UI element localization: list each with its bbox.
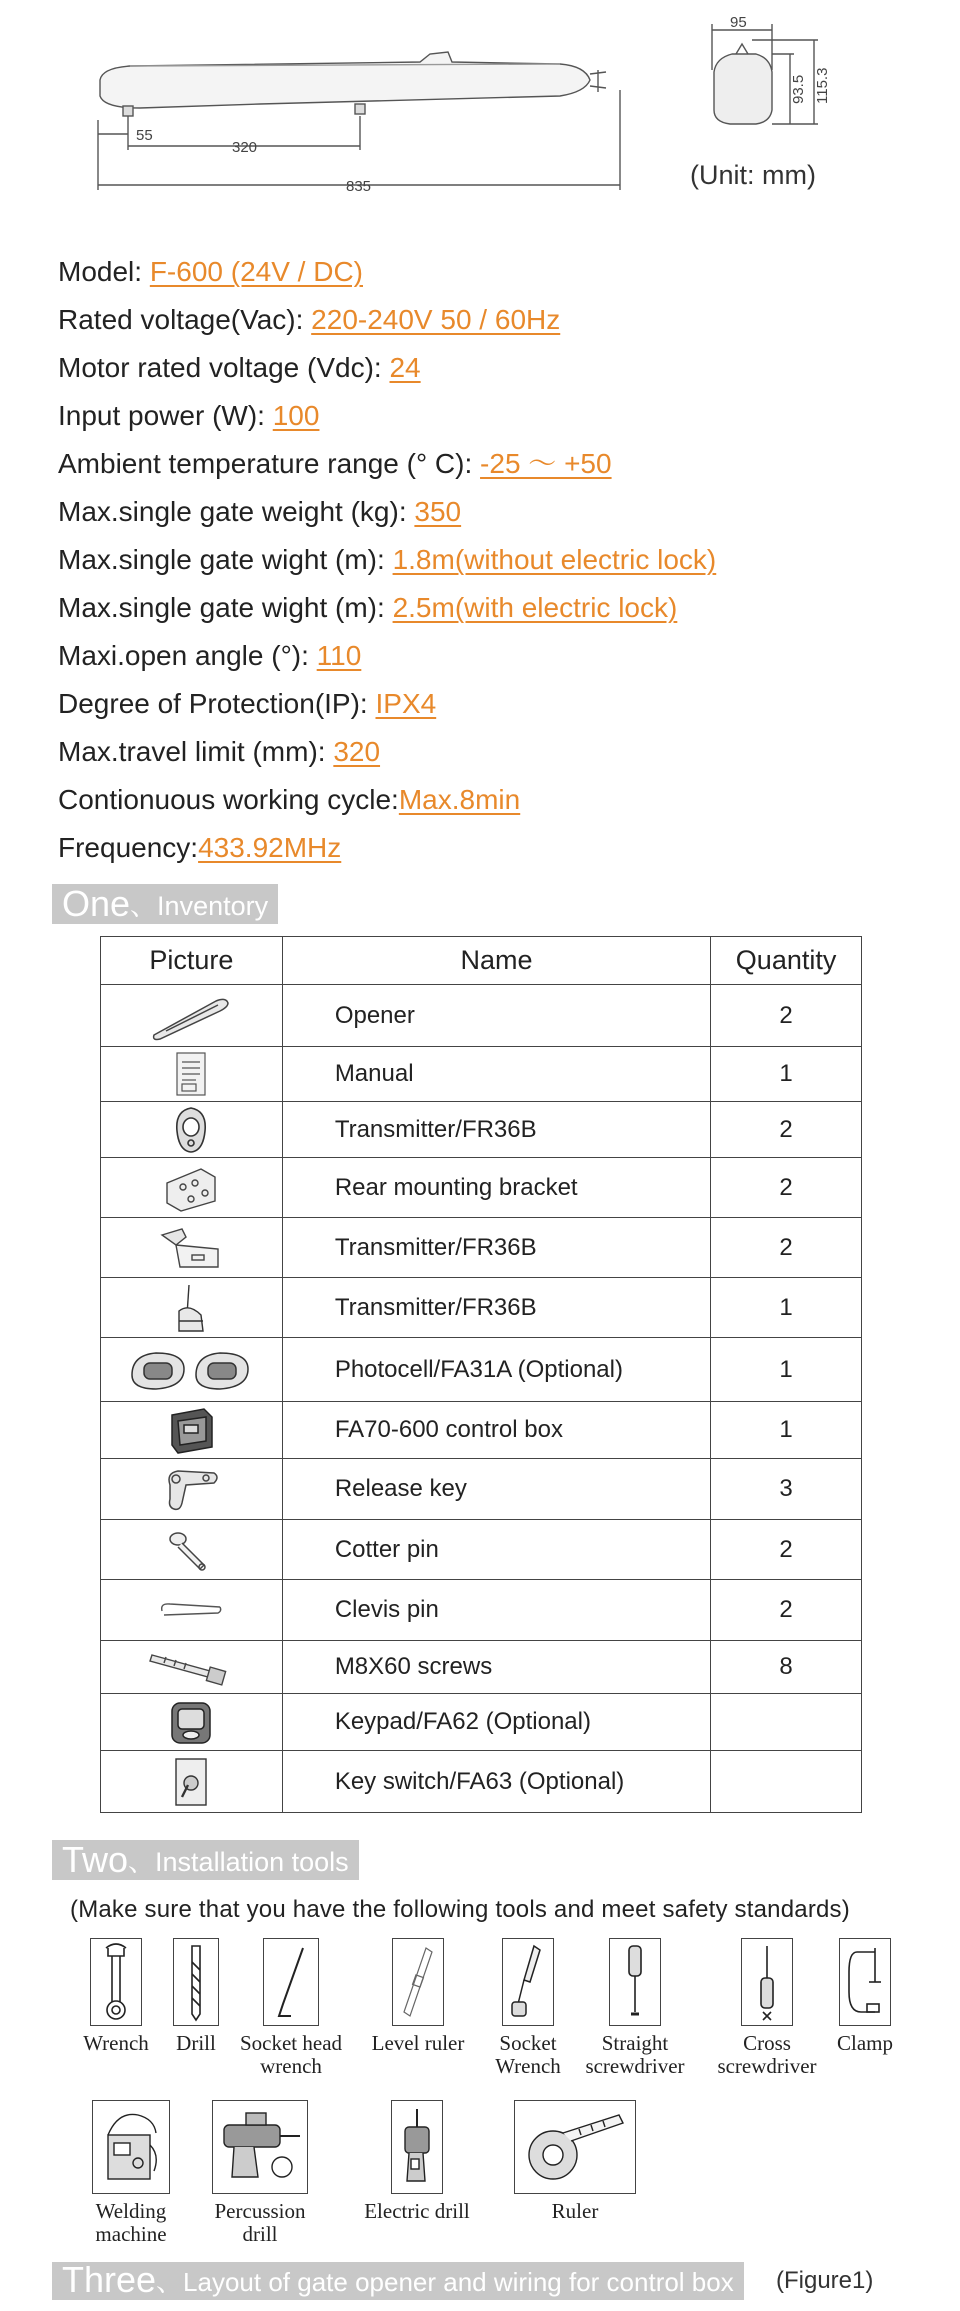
- opener-side-view: [100, 52, 590, 108]
- tool-label: Socket head: [239, 2031, 343, 2055]
- tool-label: Electric drill: [364, 2199, 470, 2223]
- tool-label: Straight: [601, 2031, 669, 2055]
- tool-cross-screwdriver: [712, 1938, 822, 2078]
- percussion-drill-icon: [212, 2100, 308, 2194]
- table-row: [101, 1338, 862, 1402]
- section-header-inventory: One 、 Inventory: [52, 884, 278, 924]
- drill-bit-icon: [173, 1938, 219, 2026]
- opener-icon: [101, 985, 283, 1047]
- tool-label: Drill: [176, 2031, 216, 2055]
- tool-drill: [168, 1938, 224, 2055]
- spec-value: 100: [272, 400, 320, 431]
- spec-value: 24: [389, 352, 421, 383]
- table-row: [101, 1641, 862, 1694]
- clevis-pin-icon: [101, 1580, 283, 1641]
- item-qty: 1: [711, 1278, 862, 1338]
- tool-label: Cross: [743, 2031, 791, 2055]
- opener-end-view: [714, 54, 772, 124]
- dim-320: 320: [232, 139, 258, 156]
- dim-835: 835: [346, 178, 372, 195]
- tool-label: wrench: [260, 2054, 322, 2078]
- mounting-bracket-icon: [101, 1158, 283, 1218]
- tool-socket-wrench: [486, 1938, 570, 2078]
- wrench-icon: [90, 1938, 142, 2026]
- welding-machine-icon: [92, 2100, 170, 2194]
- item-name: Keypad/FA62 (Optional): [282, 1694, 710, 1751]
- tool-label: Clamp: [837, 2031, 893, 2055]
- item-qty: 8: [711, 1641, 862, 1694]
- item-qty: [711, 1751, 862, 1813]
- table-row: [101, 1102, 862, 1158]
- tool-welding-machine: [76, 2100, 186, 2246]
- item-name: Rear mounting bracket: [282, 1158, 710, 1218]
- level-ruler-icon: [392, 1938, 444, 2026]
- table-row: [101, 1459, 862, 1520]
- tools-note: (Make sure that you have the following tools and meet safety standards): [70, 1896, 850, 1923]
- manual-icon: [101, 1047, 283, 1102]
- table-row: [101, 1047, 862, 1102]
- spec-gate-width-no-lock: Max.single gate wight (m): 1.8m(without electric lock): [58, 544, 717, 575]
- item-name: Transmitter/FR36B: [282, 1218, 710, 1278]
- spec-protection: Degree of Protection(IP): IPX4: [58, 688, 437, 719]
- dim-115-3: 115.3: [814, 67, 831, 104]
- header-name: Name: [282, 937, 710, 985]
- keypad-icon: [101, 1694, 283, 1751]
- tool-label: machine: [95, 2222, 167, 2246]
- screw-icon: [101, 1641, 283, 1694]
- spec-value: IPX4: [375, 688, 437, 719]
- spec-value: 320: [333, 736, 381, 767]
- tool-label: drill: [242, 2222, 278, 2246]
- spec-ambient-temperature: Ambient temperature range (° C): -25 ～ +50: [58, 448, 612, 479]
- spec-open-angle: Maxi.open angle (°): 110: [58, 640, 362, 671]
- tool-clamp: [826, 1938, 904, 2055]
- header-quantity: Quantity: [711, 937, 862, 985]
- item-qty: 2: [711, 1520, 862, 1580]
- spec-gate-width-lock: Max.single gate wight (m): 2.5m(with electric lock): [58, 592, 678, 623]
- spec-motor-voltage: Motor rated voltage (Vdc): 24: [58, 352, 421, 383]
- electric-drill-icon: [391, 2100, 443, 2194]
- tool-label: Welding: [95, 2199, 167, 2223]
- figure-label: (Figure1): [776, 2267, 874, 2294]
- item-name: Cotter pin: [282, 1520, 710, 1580]
- technical-drawing: [0, 0, 960, 220]
- item-name: Transmitter/FR36B: [282, 1278, 710, 1338]
- spec-frequency: Frequency:433.92MHz: [58, 832, 342, 863]
- tool-percussion-drill: [200, 2100, 320, 2246]
- section-header-installation-tools: Two 、 Installation tools: [52, 1840, 359, 1880]
- spec-working-cycle: Contionuous working cycle:Max.8min: [58, 784, 521, 815]
- item-name: Opener: [282, 985, 710, 1047]
- item-name: Release key: [282, 1459, 710, 1520]
- tool-label: screwdriver: [585, 2054, 685, 2078]
- spec-value: 433.92MHz: [198, 832, 342, 863]
- header-picture: Picture: [101, 937, 283, 985]
- tool-label: screwdriver: [717, 2054, 817, 2078]
- item-qty: 1: [711, 1402, 862, 1459]
- tool-wrench: [80, 1938, 152, 2055]
- tool-label: Percussion: [214, 2199, 306, 2223]
- spec-value: Max.8min: [398, 784, 521, 815]
- tool-label: Ruler: [551, 2199, 599, 2223]
- key-switch-icon: [101, 1751, 283, 1813]
- release-key-icon: [101, 1459, 283, 1520]
- spec-value: 1.8m(without electric lock): [392, 544, 717, 575]
- spec-value: 350: [414, 496, 462, 527]
- spec-value: 110: [316, 640, 362, 671]
- tool-electric-drill: [352, 2100, 482, 2223]
- tool-label: Socket: [499, 2031, 557, 2055]
- table-row: [101, 1751, 862, 1813]
- item-qty: 2: [711, 1218, 862, 1278]
- inventory-table: [100, 936, 862, 1813]
- item-qty: 2: [711, 1158, 862, 1218]
- tool-socket-head-wrench: [232, 1938, 350, 2078]
- tool-label: Wrench: [83, 2031, 149, 2055]
- item-name: FA70-600 control box: [282, 1402, 710, 1459]
- table-header-row: [101, 937, 862, 985]
- tool-straight-screwdriver: [580, 1938, 690, 2078]
- table-row: [101, 1278, 862, 1338]
- spec-value: -25 ～ +50: [480, 448, 612, 479]
- item-name: M8X60 screws: [282, 1641, 710, 1694]
- dim-95: 95: [730, 14, 747, 31]
- spec-value: 220-240V 50 / 60Hz: [311, 304, 561, 335]
- cross-screwdriver-icon: [741, 1938, 793, 2026]
- socket-wrench-icon: [502, 1938, 554, 2026]
- straight-screwdriver-icon: [609, 1938, 661, 2026]
- dim-55: 55: [136, 127, 153, 144]
- socket-head-wrench-icon: [263, 1938, 319, 2026]
- clamp-icon: [839, 1938, 891, 2026]
- spec-value: 2.5m(with electric lock): [392, 592, 678, 623]
- item-qty: [711, 1694, 862, 1751]
- unit-label: (Unit: mm): [690, 160, 816, 190]
- table-row: [101, 1520, 862, 1580]
- item-name: Photocell/FA31A (Optional): [282, 1338, 710, 1402]
- spec-value: F-600 (24V / DC): [149, 256, 363, 287]
- ruler-icon: [514, 2100, 636, 2194]
- item-name: Transmitter/FR36B: [282, 1102, 710, 1158]
- tool-ruler: [514, 2100, 636, 2223]
- cotter-pin-icon: [101, 1520, 283, 1580]
- item-name: Clevis pin: [282, 1580, 710, 1641]
- item-qty: 2: [711, 1102, 862, 1158]
- spec-gate-weight: Max.single gate weight (kg): 350: [58, 496, 462, 527]
- table-row: [101, 1580, 862, 1641]
- lamp-icon: [101, 1278, 283, 1338]
- item-qty: 1: [711, 1047, 862, 1102]
- section-header-layout-wiring: Three 、 Layout of gate opener and wiring for control box: [52, 2262, 744, 2300]
- item-name: Manual: [282, 1047, 710, 1102]
- table-row: [101, 1694, 862, 1751]
- transmitter-icon: [101, 1102, 283, 1158]
- item-qty: 1: [711, 1338, 862, 1402]
- item-qty: 2: [711, 1580, 862, 1641]
- dim-93-5: 93.5: [790, 74, 807, 104]
- tool-label: Level ruler: [371, 2031, 465, 2055]
- spec-rated-voltage: Rated voltage(Vac): 220-240V 50 / 60Hz: [58, 304, 561, 335]
- table-row: [101, 1218, 862, 1278]
- tool-label: Wrench: [495, 2054, 561, 2078]
- table-row: [101, 1402, 862, 1459]
- spec-list: [58, 248, 938, 872]
- item-name: Key switch/FA63 (Optional): [282, 1751, 710, 1813]
- spec-input-power: Input power (W): 100: [58, 400, 320, 431]
- spec-travel-limit: Max.travel limit (mm): 320: [58, 736, 381, 767]
- item-qty: 3: [711, 1459, 862, 1520]
- photocell-icon: [101, 1338, 283, 1402]
- tool-level-ruler: [362, 1938, 474, 2055]
- table-row: [101, 1158, 862, 1218]
- spec-model: Model: F-600 (24V / DC): [58, 256, 363, 287]
- item-qty: 2: [711, 985, 862, 1047]
- front-bracket-icon: [101, 1218, 283, 1278]
- control-box-icon: [101, 1402, 283, 1459]
- table-row: [101, 985, 862, 1047]
